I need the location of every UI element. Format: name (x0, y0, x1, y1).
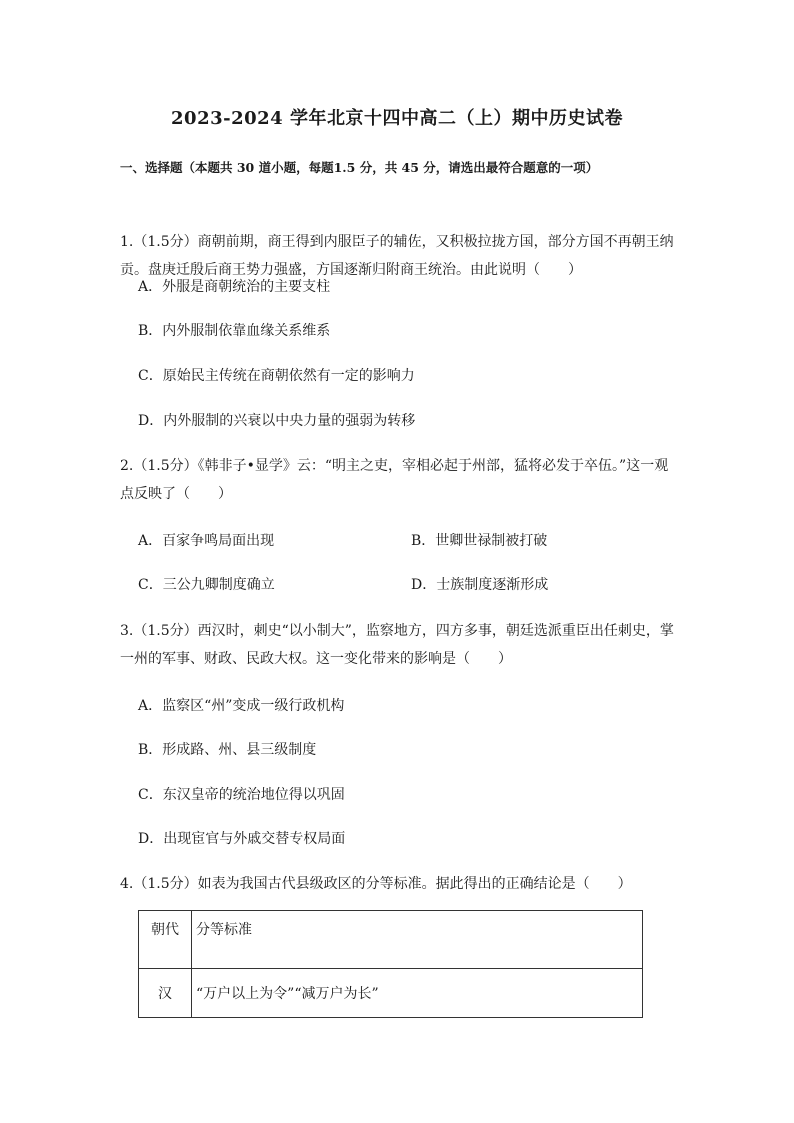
section-heading: 一、选择题（本题共 30 道小题，每题1.5 分，共 45 分，请选出最符合题意的一项） (120, 160, 599, 175)
question-2-option-d[interactable]: D．士族制度逐渐形成 (411, 577, 549, 593)
question-1 (120, 228, 680, 284)
table-header-row (139, 911, 643, 969)
question-3-line-2: 一州的军事、财政、民政大权。这一变化带来的影响是（ ） (120, 651, 512, 667)
question-3-option-b[interactable]: B．形成路、州、县三级制度 (138, 742, 317, 758)
question-1-option-b[interactable]: B．内外服制依靠血缘关系维系 (138, 323, 331, 339)
question-1-option-c[interactable]: C．原始民主传统在商朝依然有一定的影响力 (138, 368, 415, 384)
question-2-option-c[interactable]: C．三公九卿制度确立 (138, 577, 275, 593)
question-3-option-d[interactable]: D．出现宦官与外戚交替专权局面 (138, 831, 346, 847)
question-1-line-2: 贡。盘庚迁殷后商王势力强盛，方国逐渐归附商王统治。由此说明（ ） (120, 262, 582, 278)
question-3 (120, 617, 680, 673)
table-header-dynasty: 朝代 (139, 911, 192, 969)
question-1-option-d[interactable]: D．内外服制的兴衰以中央力量的强弱为转移 (138, 413, 416, 429)
question-3-line-1: 3.（1.5分）西汉时，刺史“以小制大”，监察地方，四方多事，朝廷选派重臣出任刺史，掌 (120, 623, 674, 639)
question-3-option-a[interactable]: A．监察区“州”变成一级行政机构 (138, 698, 345, 714)
question-1-line-1: 1.（1.5分）商朝前期，商王得到内服臣子的辅佐，又积极拉拢方国，部分方国不再朝王纳 (120, 234, 674, 250)
question-2-option-a[interactable]: A．百家争鸣局面出现 (138, 533, 275, 549)
question-2-line-1: 2.（1.5分）《韩非子•显学》云：“明主之吏，宰相必起于州部，猛将必发于卒伍。”这一观 (120, 458, 669, 474)
question-4 (120, 870, 680, 898)
question-2-option-b[interactable]: B．世卿世禄制被打破 (411, 533, 548, 549)
table-cell-criteria: “万户以上为令”“减万户为长” (192, 969, 643, 1018)
table-header-criteria: 分等标准 (192, 911, 643, 969)
table-row (139, 969, 643, 1018)
question-4-line-1: 4.（1.5分）如表为我国古代县级政区的分等标准。据此得出的正确结论是（ ） (120, 876, 632, 892)
question-1-option-a[interactable]: A．外服是商朝统治的主要支柱 (138, 279, 331, 295)
question-3-option-c[interactable]: C．东汉皇帝的统治地位得以巩固 (138, 787, 345, 803)
question-2 (120, 452, 680, 508)
grading-table (138, 910, 643, 1018)
question-2-line-2: 点反映了（ ） (120, 486, 232, 502)
exam-title: 2023-2024 学年北京十四中高二（上）期中历史试卷 (171, 108, 623, 129)
table-cell-dynasty: 汉 (139, 969, 192, 1018)
